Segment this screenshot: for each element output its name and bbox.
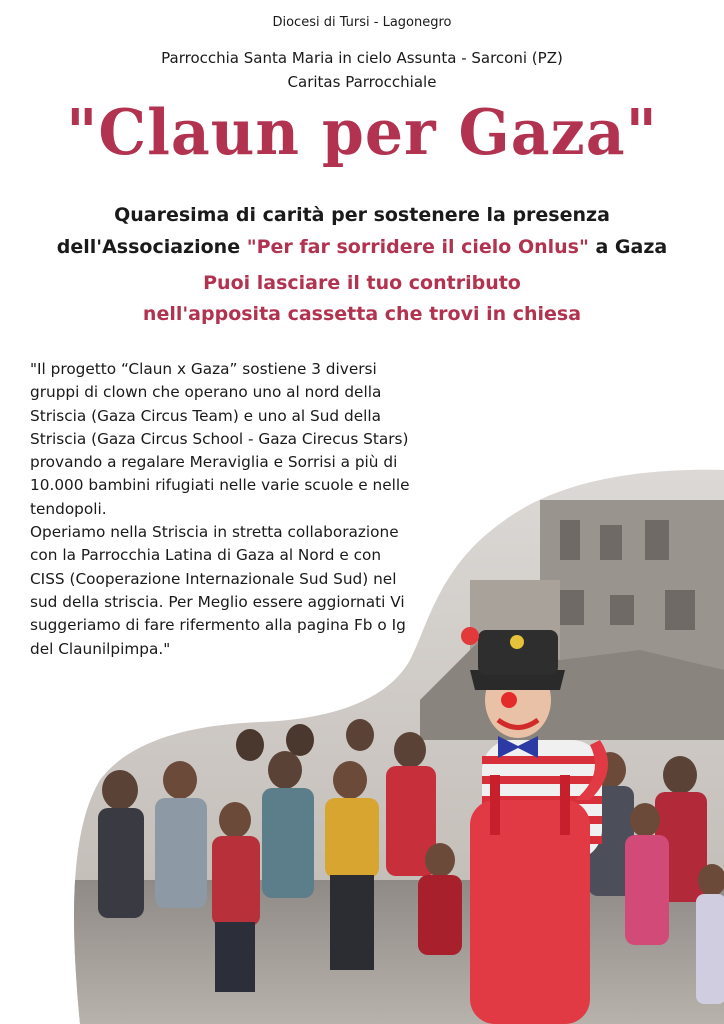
subtitle-suffix: a Gaza bbox=[588, 236, 668, 258]
diocese-name: Diocesi di Tursi - Lagonegro bbox=[272, 15, 452, 30]
subtitle-line-1: Quaresima di carità per sostenere la presenza bbox=[114, 204, 610, 226]
cta-line-2: nell'apposita cassetta che trovi in chiesa bbox=[142, 303, 582, 325]
association-name: "Per far sorridere il cielo Onlus" bbox=[246, 236, 589, 258]
cta-line-1: Puoi lasciare il tuo contributo bbox=[203, 272, 521, 294]
page-title: "Claun per Gaza" bbox=[66, 96, 658, 170]
description-paragraph-1: "Il progetto “Claun x Gaza” sostiene 3 diversi gruppi di clown che operano uno al nord della Striscia (Gaza Circus Team) e uno al Sud della Striscia (Gaza Circus School - Gaza Cirecus Stars) provando a regalare Meraviglia e Sorrisi a più di 10.000 bambini rifugiati nelle varie scuole e nelle tendopoli. bbox=[30, 360, 410, 518]
description-paragraph-2: Operiamo nella Striscia in stretta collaborazione con la Parrocchia Latina di Gaza al Nord e con CISS (Cooperazione Internazionale Sud Sud) nel sud della striscia. Per Meglio essere aggiornati Vi suggeriamo di fare rifermento alla pagina Fb o Ig del Claunilpimpa." bbox=[30, 523, 406, 658]
caritas-label: Caritas Parrocchiale bbox=[287, 73, 437, 91]
parish-name: Parrocchia Santa Maria in cielo Assunta - Sarconi (PZ) bbox=[161, 49, 563, 67]
subtitle-prefix: dell'Associazione bbox=[56, 236, 247, 258]
project-description bbox=[30, 358, 410, 661]
